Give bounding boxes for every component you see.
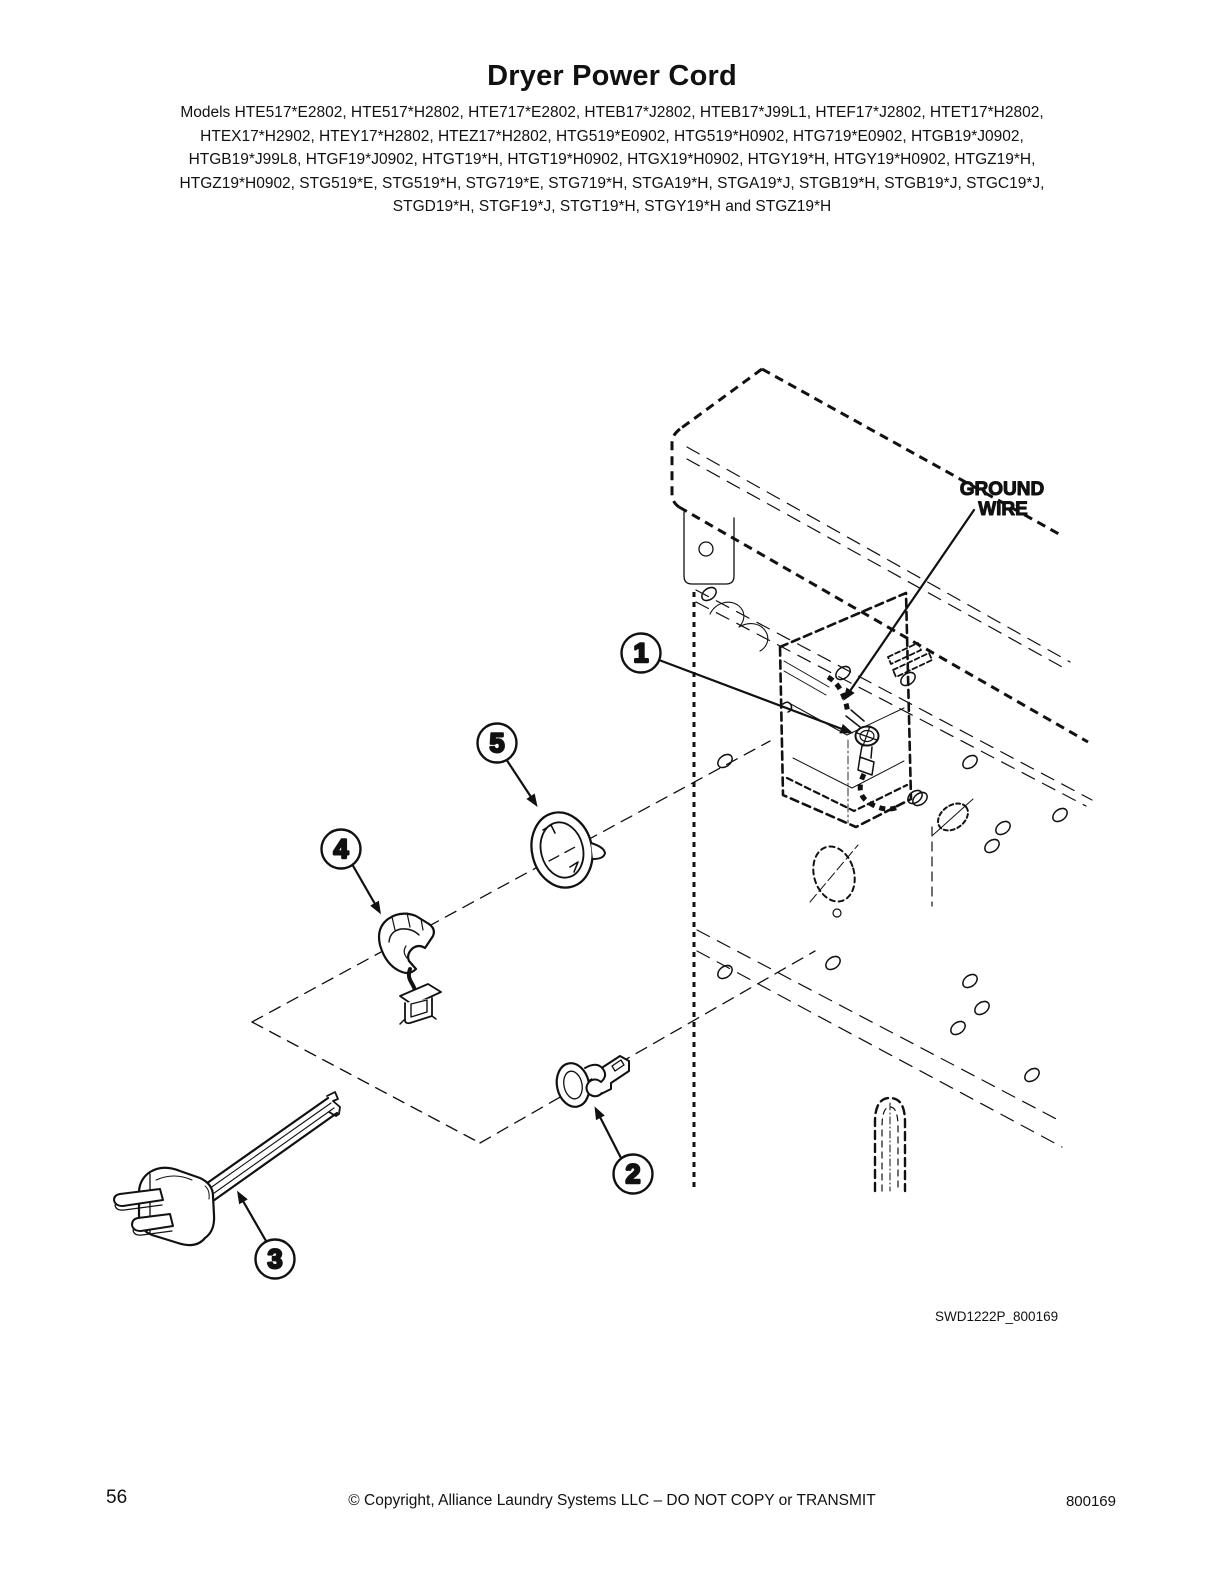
exploded-axis-lines [252,741,815,1143]
models-line: HTEX17*H2902, HTEY17*H2802, HTEZ17*H2802, HTG519*E0902, HTG519*H0902, HTG719*E0902, HTGB19*J0902, [200,127,1024,145]
cord-ribbon [203,1092,340,1201]
ground-wire-assembly [828,677,898,823]
callout-1 [622,634,661,673]
callout-1-number: 1 [633,638,649,668]
page-title: Dryer Power Cord [487,60,737,92]
models-line: HTGB19*J99L8, HTGF19*J0902, HTGT19*H, HTGT19*H0902, HTGX19*H0902, HTGY19*H, HTGY19*H0902, HTGZ19*H, [188,151,1036,168]
dryer-back-panel [694,592,1070,1191]
figure-code: SWD1222P_800169 [935,1309,1059,1324]
ground-wire-label-line1: GROUND [959,479,1045,500]
part-power-cord [114,1092,340,1245]
callout-4 [322,830,361,869]
models-line: STGD19*H, STGF19*J, STGT19*H, STGY19*H and STGZ19*H [392,198,832,215]
ground-wire-callout [850,479,1044,691]
callout-5 [478,724,517,763]
callout-5-number: 5 [489,728,505,758]
footer-copyright: © Copyright, Alliance Laundry Systems LLC – DO NOT COPY or TRANSMIT [348,1492,876,1509]
ground-wire-label-line2: WIRE [978,499,1028,520]
callout-2-number: 2 [625,1159,641,1189]
callout-2 [614,1155,653,1194]
page-number: 56 [106,1487,128,1508]
panel-knockouts [807,643,973,917]
callout-balloons [256,634,661,1279]
callout-4-number: 4 [333,834,349,864]
part-strain-relief-pigtail [379,913,441,1024]
callout-3 [256,1240,295,1279]
panel-screw-holes [715,664,1069,1085]
callout-3-number: 3 [267,1244,283,1274]
footer-doc-number: 800169 [1065,1493,1116,1510]
keyhole-slot [875,1098,905,1191]
callout-arrows [243,660,842,1241]
flange-cutout [710,602,768,651]
models-line: HTGZ19*H0902, STG519*E, STG519*H, STG719*E, STG719*H, STGA19*H, STGA19*J, STGB19*H, STGB19*J, STGC19*J, [179,174,1045,192]
cord-plug [114,1168,214,1245]
models-line: Models HTE517*E2802, HTE517*H2802, HTE717*E2802, HTEB17*J2802, HTEB17*J99L1, HTEF17*J2802, HTET17*H2802, [180,104,1044,121]
part-retaining-ring [524,806,605,894]
part-cord-clip [553,1056,629,1110]
cabinet-top-panel [672,369,1092,806]
ground-screw [856,726,879,746]
